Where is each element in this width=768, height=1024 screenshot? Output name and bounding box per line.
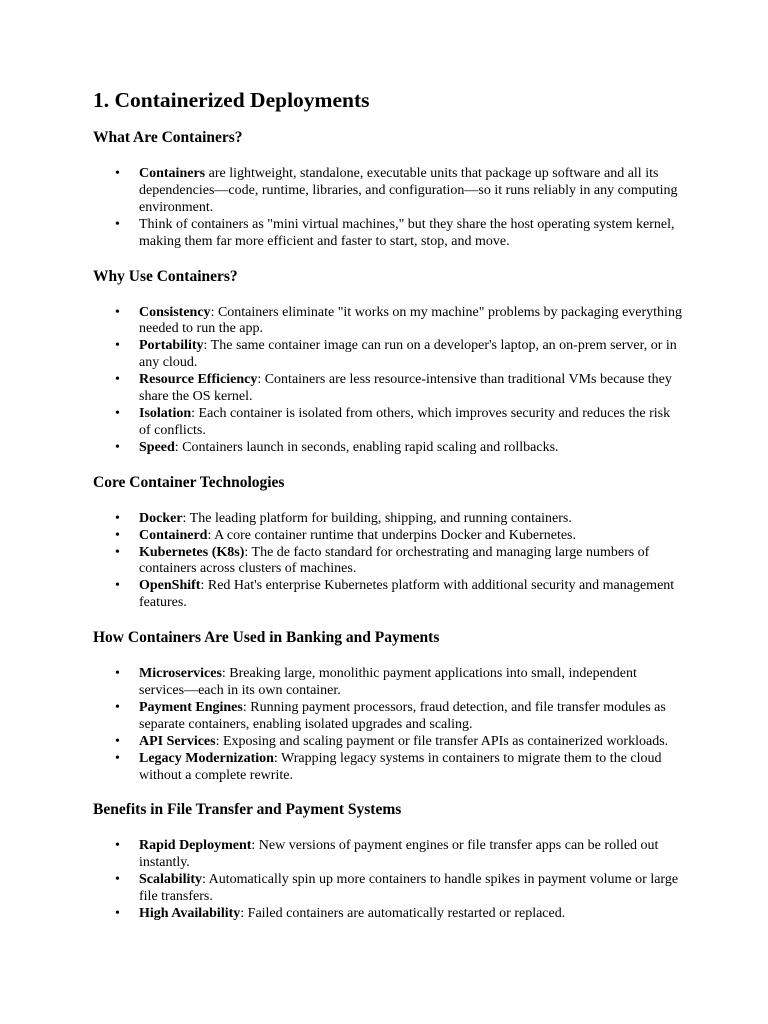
- list-item-text: : New versions of payment engines or file transfer apps can be rolled out instantly.: [139, 838, 659, 871]
- bullet-list: [93, 166, 683, 251]
- list-item-term: OpenShift: [139, 578, 201, 594]
- list-item: [93, 700, 683, 734]
- list-item: [93, 511, 683, 528]
- list-item: [93, 338, 683, 372]
- bullet-list: [93, 305, 683, 457]
- list-item-term: Kubernetes (K8s): [139, 544, 245, 560]
- list-item-text: : Automatically spin up more containers to handle spikes in payment volume or large file transfers.: [139, 872, 679, 905]
- list-item: [93, 578, 683, 612]
- section-heading-banking-and-payments: How Containers Are Used in Banking and Payments: [93, 629, 440, 647]
- list-item-text: : Each container is isolated from others, which improves security and reduces the risk of conflicts.: [139, 405, 671, 438]
- list-item: [93, 734, 683, 751]
- list-item: [93, 751, 683, 785]
- list-item-term: Containerd: [139, 527, 208, 543]
- list-item-term: Payment Engines: [139, 699, 243, 715]
- list-item-term: Containers: [139, 166, 206, 181]
- list-item-term: Isolation: [139, 405, 192, 421]
- list-item-text: : Containers are less resource-intensive than traditional VMs because they share the OS kernel.: [139, 372, 672, 405]
- list-item-term: Speed: [139, 439, 175, 455]
- section-heading-benefits: Benefits in File Transfer and Payment Systems: [93, 801, 402, 819]
- list-item-term: Docker: [139, 510, 183, 526]
- list-item-text: : Red Hat's enterprise Kubernetes platform with additional security and management features.: [139, 578, 675, 611]
- section-heading-what-are-containers: What Are Containers?: [93, 129, 243, 146]
- list-item-term: Legacy Modernization: [139, 750, 274, 766]
- list-item: [93, 372, 683, 406]
- list-item-text: : Containers eliminate "it works on my machine" problems by packaging everything needed to run the app.: [139, 304, 682, 337]
- bullet-list: [93, 666, 683, 784]
- page-title: 1. Containerized Deployments: [93, 88, 370, 112]
- list-item-text: : Breaking large, monolithic payment applications into small, independent services—each in its own container.: [139, 666, 637, 699]
- bullet-list: [93, 838, 683, 923]
- list-item: [93, 872, 683, 906]
- list-item-term: Rapid Deployment: [139, 838, 252, 854]
- list-item-term: Microservices: [139, 666, 222, 682]
- list-item-text: : Failed containers are automatically restarted or replaced.: [240, 906, 566, 922]
- list-item: [93, 838, 683, 872]
- list-item-term: Resource Efficiency: [139, 372, 258, 388]
- list-item-text: : Exposing and scaling payment or file transfer APIs as containerized workloads.: [215, 733, 669, 749]
- bullet-list: [93, 511, 683, 612]
- list-item-term: API Services: [139, 733, 216, 749]
- list-item: [93, 545, 683, 579]
- list-item-text: Think of containers as "mini virtual machines," but they share the host operating system kernel, making them far more efficient and faster to start, stop, and move.: [139, 216, 675, 249]
- list-item: [93, 666, 683, 700]
- section-heading-why-use-containers: Why Use Containers?: [93, 267, 238, 285]
- list-item-text: : A core container runtime that underpins Docker and Kubernetes.: [207, 527, 576, 543]
- list-item-term: Consistency: [139, 304, 211, 320]
- list-item: [93, 217, 683, 251]
- list-item-term: Scalability: [139, 872, 203, 888]
- list-item: [93, 166, 683, 217]
- list-item-term: High Availability: [139, 906, 241, 922]
- list-item-text: : The same container image can run on a developer's laptop, an on-prem server, or in any cloud.: [139, 338, 677, 371]
- section-heading-core-container-technologies: Core Container Technologies: [93, 473, 285, 491]
- list-item-text: : Wrapping legacy systems in containers to migrate them to the cloud without a complete rewrite.: [139, 750, 662, 783]
- list-item-text: : The de facto standard for orchestrating and managing large numbers of containers across clusters of machines.: [139, 544, 650, 577]
- list-item-text: : Containers launch in seconds, enabling rapid scaling and rollbacks.: [174, 439, 559, 455]
- list-item: [93, 906, 683, 923]
- list-item: [93, 528, 683, 545]
- list-item-term: Portability: [139, 338, 204, 354]
- list-item: [93, 440, 683, 457]
- list-item-text: : Running payment processors, fraud detection, and file transfer modules as separate containers, enabling isolated upgrades and scaling.: [139, 699, 666, 732]
- list-item: [93, 406, 683, 440]
- list-item-text: are lightweight, standalone, executable units that package up software and all its dependencies—code, runtime, libraries, and configuration—so it runs reliably in any computing environment.: [139, 166, 678, 215]
- document-page: [93, 86, 683, 923]
- list-item-text: : The leading platform for building, shipping, and running containers.: [182, 510, 572, 526]
- list-item: [93, 305, 683, 339]
